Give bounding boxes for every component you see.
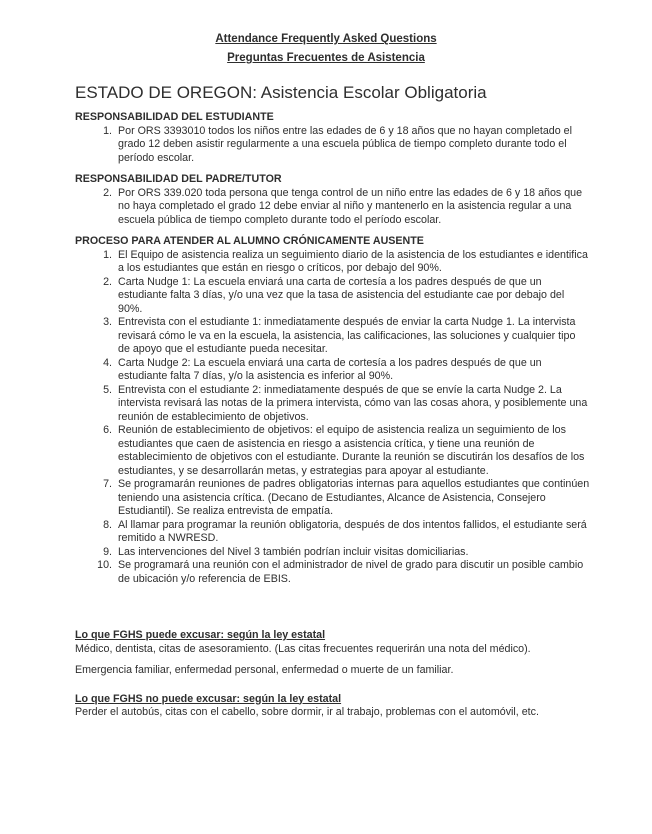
document-title-english: Attendance Frequently Asked Questions: [215, 33, 437, 45]
list-item: 4. Carta Nudge 2: La escuela enviará una carta de cortesía a los padres después de que un estudiante falta 7 días, y/o la asistencia es inferior al 90%.: [115, 357, 590, 384]
list-proceso: [75, 249, 590, 587]
list-item: 3. Entrevista con el estudiante 1: inmediatamente después de enviar la carta Nudge 1. La intervista revisará cómo le va en la escuela, la asistencia, las calificaciones, las soluciones y cualquier tipo de apoyo que el estudiante pueda necesitar.: [115, 316, 590, 357]
section-responsabilidad-estudiante: [75, 111, 590, 165]
excusable-line: Médico, dentista, citas de asesoramiento. (Las citas frecuentes requerirán una nota del médico).: [75, 642, 531, 655]
list-item: 5. Entrevista con el estudiante 2: inmediatamente después de que se envíe la carta Nudge 2. La intervista revisará las notas de la primera intervista, cómo van las cosas ahora, y posiblemente una reunión de establecimiento de objetivos.: [115, 384, 590, 425]
page-title: ESTADO DE OREGON: Asistencia Escolar Obligatoria: [75, 83, 487, 102]
section-heading-estudiante: RESPONSABILIDAD DEL ESTUDIANTE: [75, 111, 274, 123]
section-proceso-ausente-cronico: [75, 235, 590, 586]
excusable-heading: Lo que FGHS puede excusar: según la ley estatal: [75, 629, 326, 641]
section-responsabilidad-padre-tutor: [75, 173, 590, 227]
list-item: 1. El Equipo de asistencia realiza un seguimiento diario de la asistencia de los estudiantes e identifica a los estudiantes que están en riesgo o críticos, por debajo del 90%.: [115, 249, 590, 276]
list-item: 10. Se programará una reunión con el administrador de nivel de grado para discutir un posible cambio de ubicación y/o referencia de EBIS.: [115, 559, 590, 586]
list-item: 6. Reunión de establecimiento de objetivos: el equipo de asistencia realiza un seguimiento de los estudiantes que caen de asistencia en riesgo a asistencia crítica, y tiene una reunión de establecimiento de objetivos con el estudiante. Durante la reunión se discutirán los desafíos de los estudiantes, y se desarrollarán metas, y estrategias para apoyar al estudiante.: [115, 424, 590, 478]
not-excusable-heading: Lo que FGHS no puede excusar: según la ley estatal: [75, 692, 342, 705]
list-item: 8. Al llamar para programar la reunión obligatoria, después de dos intentos fallidos, el estudiante será remitido a NWRESD.: [115, 519, 590, 546]
list-item: 2. Carta Nudge 1: La escuela enviará una carta de cortesía a los padres después de que un estudiante falta 3 días, y/o una vez que la tasa de asistencia del estudiante cae por debajo del 90%.: [115, 276, 590, 317]
document-header: [0, 30, 652, 68]
list-estudiante: [75, 125, 590, 166]
section-fghs-puede-excusar: [75, 629, 590, 678]
list-padre-tutor: [75, 187, 590, 228]
section-fghs-no-puede-excusar: [75, 693, 590, 720]
list-item: 2. Por ORS 339.020 toda persona que tenga control de un niño entre las edades de 6 y 18 años que no haya completado el grado 12 debe enviar al niño y mantenerlo en la asistencia regular a una escuela pública de tiempo completo durante todo el período escolar.: [115, 187, 590, 228]
list-item: 9. Las intervenciones del Nivel 3 también podrían incluir visitas domiciliarias.: [115, 546, 590, 560]
document-title-spanish: Preguntas Frecuentes de Asistencia: [227, 52, 425, 64]
list-item: 7. Se programarán reuniones de padres obligatorias internas para aquellos estudiantes que continúen teniendo una asistencia crítica. (Decano de Estudiantes, Alcance de Asistencia, Consejero Estudiantil). Se realiza entrevista de empatía.: [115, 478, 590, 519]
section-heading-proceso: PROCESO PARA ATENDER AL ALUMNO CRÓNICAMENTE AUSENTE: [75, 235, 424, 247]
excusable-line: Emergencia familiar, enfermedad personal, enfermedad o muerte de un familiar.: [75, 664, 454, 676]
list-item: 1. Por ORS 3393010 todos los niños entre las edades de 6 y 18 años que no hayan completado el grado 12 deben asistir regularmente a una escuela pública de tiempo completo durante todo el período escolar.: [115, 125, 590, 166]
section-heading-padre-tutor: RESPONSABILIDAD DEL PADRE/TUTOR: [75, 173, 282, 185]
not-excusable-line: Perder el autobús, citas con el cabello, sobre dormir, ir al trabajo, problemas con el automóvil, etc.: [75, 706, 539, 718]
